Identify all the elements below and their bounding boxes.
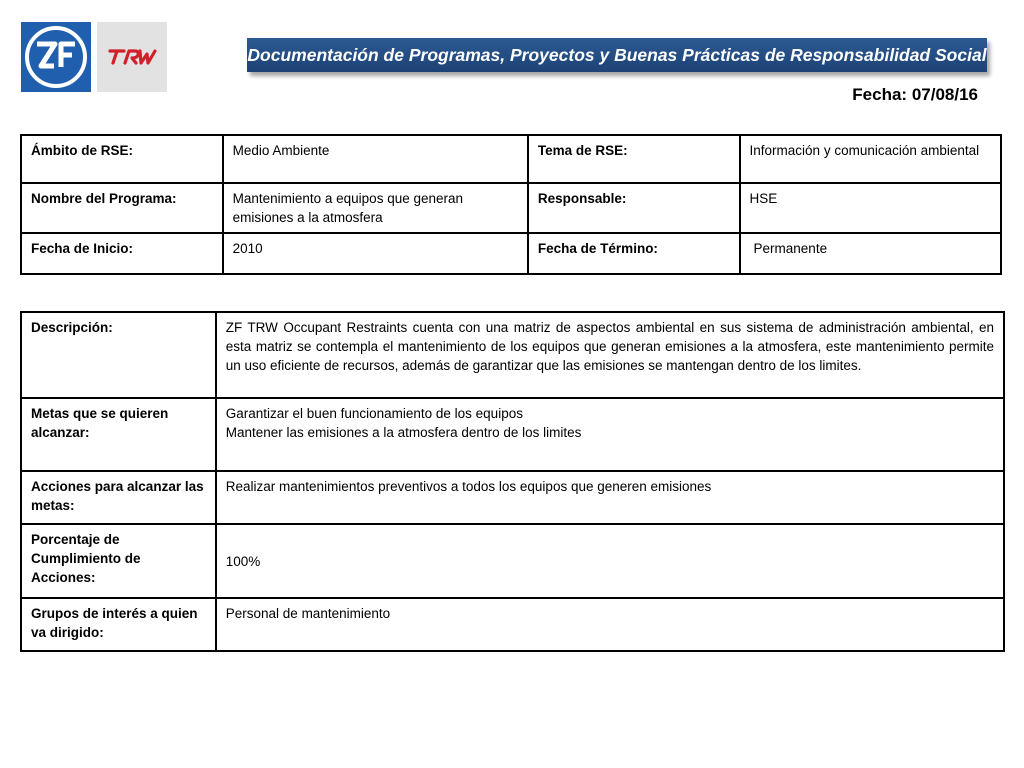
trw-logo-text bbox=[97, 22, 98, 23]
ambito-label: Ámbito de RSE: bbox=[21, 135, 223, 183]
trw-logo bbox=[97, 22, 167, 92]
table-row bbox=[21, 524, 1004, 598]
porcentaje-label: Porcentaje de Cumplimiento de Acciones: bbox=[21, 524, 216, 598]
tema-label: Tema de RSE: bbox=[528, 135, 740, 183]
meta-item: Garantizar el buen funcionamiento de los equipos bbox=[225, 406, 523, 421]
table-row bbox=[21, 398, 1004, 471]
table-row bbox=[21, 312, 1004, 398]
program-detail-table bbox=[20, 311, 1005, 652]
grupos-label: Grupos de interés a quien va dirigido: bbox=[21, 598, 216, 651]
table-row bbox=[21, 183, 1001, 233]
table-row bbox=[21, 233, 1001, 274]
responsable-value: HSE bbox=[740, 183, 1001, 233]
document-title: Documentación de Programas, Proyectos y Buenas Prácticas de Responsabilidad Social bbox=[247, 44, 987, 65]
grupos-value: Personal de mantenimiento bbox=[216, 598, 1004, 651]
table-row bbox=[21, 135, 1001, 183]
trw-logo-mark bbox=[107, 47, 157, 67]
porcentaje-value: 100% bbox=[216, 524, 1004, 598]
metas-label: Metas que se quieren alcanzar: bbox=[21, 398, 216, 471]
descripcion-value: ZF TRW Occupant Restraints cuenta con una matriz de aspectos ambiental en sus sistema de administración ambiental, en esta matriz se contempla el mantenimiento de los equipos que generan emisiones a la atmosfera, este mantenimiento permite un uso eficiente de recursos, además de garantizar que las emisiones se mantengan dentro de los limites. bbox=[216, 312, 1004, 398]
meta-item: Mantener las emisiones a la atmosfera dentro de los limites bbox=[225, 425, 582, 440]
acciones-label: Acciones para alcanzar las metas: bbox=[21, 471, 216, 524]
ambito-value: Medio Ambiente bbox=[223, 135, 528, 183]
document-title-banner bbox=[247, 38, 987, 72]
zf-logo-text bbox=[21, 22, 22, 23]
zf-logo bbox=[21, 22, 91, 92]
fecha-termino-label: Fecha de Término: bbox=[528, 233, 740, 274]
document-date: Fecha: 07/08/16 bbox=[852, 85, 978, 104]
program-info-table bbox=[20, 134, 1002, 275]
acciones-value: Realizar mantenimientos preventivos a todos los equipos que generen emisiones bbox=[216, 471, 1004, 524]
metas-value bbox=[216, 398, 1004, 471]
tema-value: Información y comunicación ambiental bbox=[740, 135, 1001, 183]
nombre-programa-value: Mantenimiento a equipos que generan emisiones a la atmosfera bbox=[223, 183, 528, 233]
fecha-inicio-label: Fecha de Inicio: bbox=[21, 233, 223, 274]
zf-logo-mark bbox=[23, 24, 89, 90]
nombre-programa-label: Nombre del Programa: bbox=[21, 183, 223, 233]
fecha-inicio-value: 2010 bbox=[223, 233, 528, 274]
table-row bbox=[21, 471, 1004, 524]
responsable-label: Responsable: bbox=[528, 183, 740, 233]
table-row bbox=[21, 598, 1004, 651]
descripcion-label: Descripción: bbox=[21, 312, 216, 398]
fecha-termino-value: Permanente bbox=[740, 233, 1001, 274]
